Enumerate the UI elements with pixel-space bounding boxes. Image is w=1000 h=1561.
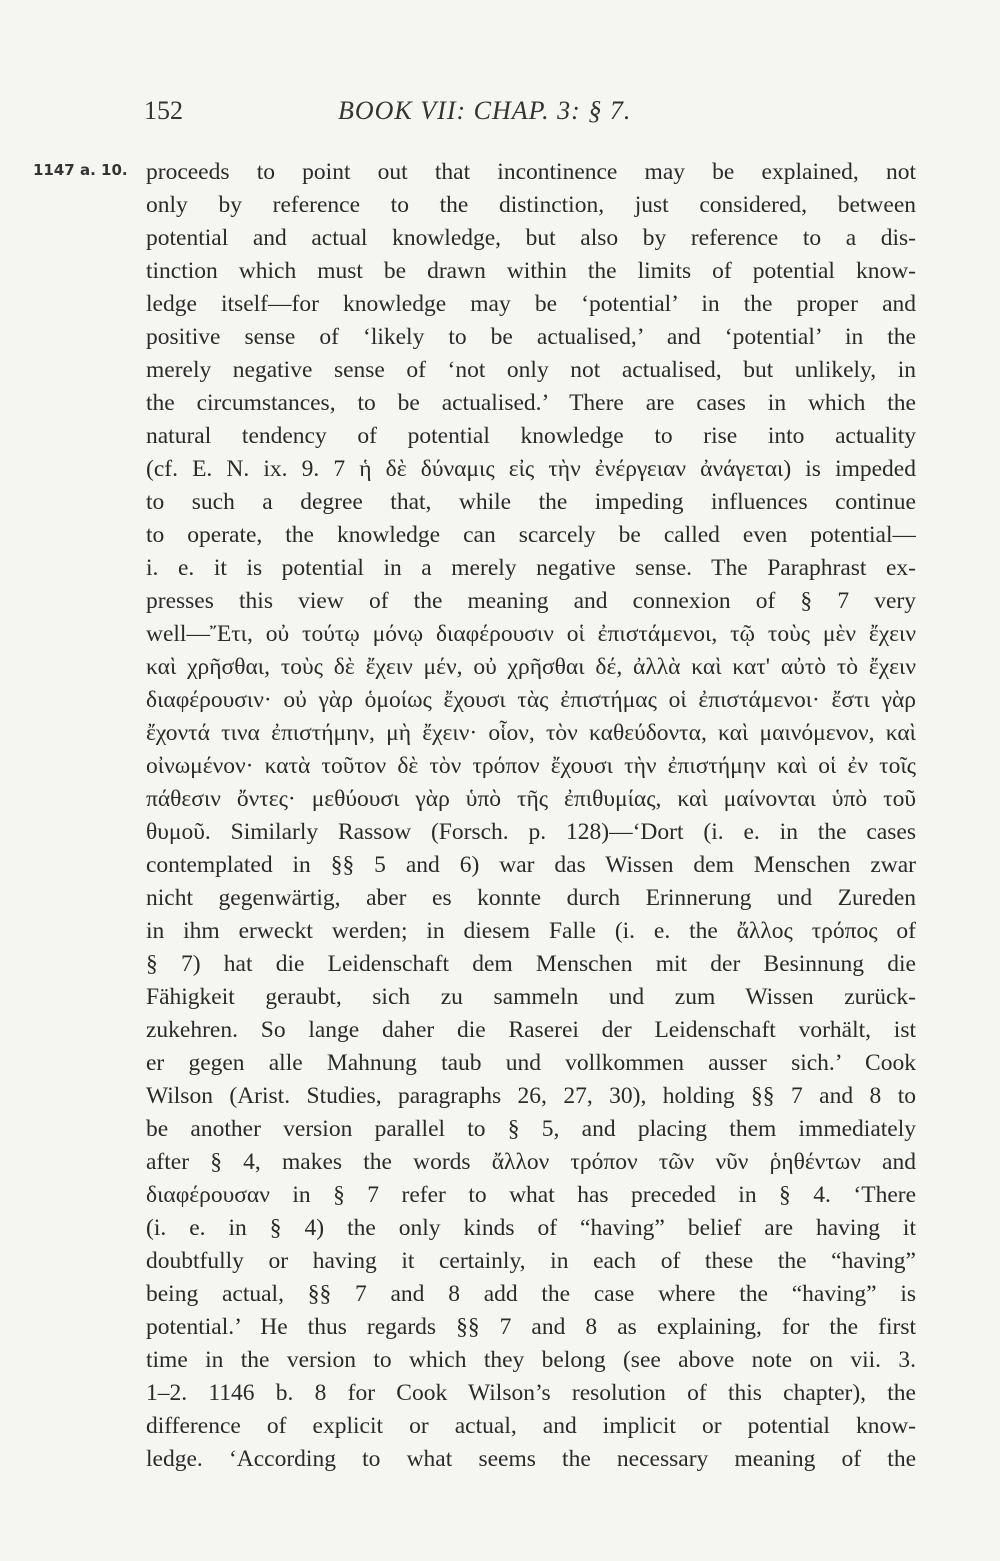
text-line: ἔχοντά τινα ἐπιστήμην, μὴ ἔχειν· οἷον, τὸν καθεύδοντα, καὶ μαινόμενον, καὶ (146, 720, 916, 746)
text-line: Wilson (Arist. Studies, paragraphs 26, 27, 30), holding §§ 7 and 8 to (146, 1083, 916, 1109)
text-line: διαφέρουσαν in § 7 refer to what has preceded in § 4. ‘There (146, 1182, 916, 1208)
page-number: 152 (144, 96, 183, 125)
text-line: contemplated in §§ 5 and 6) war das Wissen dem Menschen zwar (146, 852, 916, 878)
commentary-text (146, 156, 916, 1476)
text-line: positive sense of ‘likely to be actualised,’ and ‘potential’ in the (146, 324, 916, 350)
running-head: BOOK VII: CHAP. 3: § 7. (338, 96, 632, 125)
text-line: ledge itself—for knowledge may be ‘potential’ in the proper and (146, 291, 916, 317)
text-line: to such a degree that, while the impeding influences continue (146, 489, 916, 515)
text-line: to operate, the knowledge can scarcely be called even potential— (146, 522, 916, 548)
text-line: only by reference to the distinction, just considered, between (146, 192, 916, 218)
text-line: in ihm erweckt werden; in diesem Falle (i. e. the ἄλλος τρόπος of (146, 918, 916, 944)
text-line: well—Ἔτι, οὐ τούτῳ μόνῳ διαφέρουσιν οἱ ἐπιστάμενοι, τῷ τοὺς μὲν ἔχειν (146, 621, 916, 647)
text-line: ledge. ‘According to what seems the necessary meaning of the (146, 1446, 916, 1472)
text-line: the circumstances, to be actualised.’ There are cases in which the (146, 390, 916, 416)
text-line: nicht gegenwärtig, aber es konnte durch Erinnerung und Zureden (146, 885, 916, 911)
text-line: presses this view of the meaning and connexion of § 7 very (146, 588, 916, 614)
margin-line-reference: 1147 a. 10. (33, 161, 128, 179)
text-line: after § 4, makes the words ἄλλον τρόπον τῶν νῦν ῥηθέντων and (146, 1149, 916, 1175)
text-line: (i. e. in § 4) the only kinds of “having” belief are having it (146, 1215, 916, 1241)
text-line: proceeds to point out that incontinence may be explained, not (146, 159, 916, 185)
text-line: merely negative sense of ‘not only not actualised, but unlikely, in (146, 357, 916, 383)
text-line: difference of explicit or actual, and implicit or potential know- (146, 1413, 916, 1439)
text-line: i. e. it is potential in a merely negative sense. The Paraphrast ex- (146, 555, 916, 581)
text-line: being actual, §§ 7 and 8 add the case where the “having” is (146, 1281, 916, 1307)
text-line: Fähigkeit geraubt, sich zu sammeln und zum Wissen zurück- (146, 984, 916, 1010)
text-line: potential and actual knowledge, but also by reference to a dis- (146, 225, 916, 251)
text-line: θυμοῦ. Similarly Rassow (Forsch. p. 128)—‘Dort (i. e. in the cases (146, 819, 916, 845)
text-line: potential.’ He thus regards §§ 7 and 8 as explaining, for the first (146, 1314, 916, 1340)
text-line: time in the version to which they belong (see above note on vii. 3. (146, 1347, 916, 1373)
text-line: καὶ χρῆσθαι, τοὺς δὲ ἔχειν μέν, οὐ χρῆσθαι δέ, ἀλλὰ καὶ κατ' αὐτὸ τὸ ἔχειν (146, 654, 916, 680)
text-line: 1–2. 1146 b. 8 for Cook Wilson’s resolution of this chapter), the (146, 1380, 916, 1406)
text-line: be another version parallel to § 5, and placing them immediately (146, 1116, 916, 1142)
page-header (140, 96, 920, 136)
text-line: (cf. E. N. ix. 9. 7 ἡ δὲ δύναμις εἰς τὴν ἐνέργειαν ἀνάγεται) is impeded (146, 456, 916, 482)
text-line: διαφέρουσιν· οὐ γὰρ ὁμοίως ἔχουσι τὰς ἐπιστήμας οἱ ἐπιστάμενοι· ἔστι γὰρ (146, 687, 916, 713)
text-line: doubtfully or having it certainly, in each of these the “having” (146, 1248, 916, 1274)
text-line: § 7) hat die Leidenschaft dem Menschen mit der Besinnung die (146, 951, 916, 977)
text-line: tinction which must be drawn within the limits of potential know- (146, 258, 916, 284)
text-line: er gegen alle Mahnung taub und vollkommen ausser sich.’ Cook (146, 1050, 916, 1076)
text-line: zukehren. So lange daher die Raserei der Leidenschaft vorhält, ist (146, 1017, 916, 1043)
text-line: natural tendency of potential knowledge to rise into actuality (146, 423, 916, 449)
text-line: οἰνωμένον· κατὰ τοῦτον δὲ τὸν τρόπον ἔχουσι τὴν ἐπιστήμην καὶ οἱ ἐν τοῖς (146, 753, 916, 779)
text-line: πάθεσιν ὄντες· μεθύουσι γὰρ ὑπὸ τῆς ἐπιθυμίας, καὶ μαίνονται ὑπὸ τοῦ (146, 786, 916, 812)
